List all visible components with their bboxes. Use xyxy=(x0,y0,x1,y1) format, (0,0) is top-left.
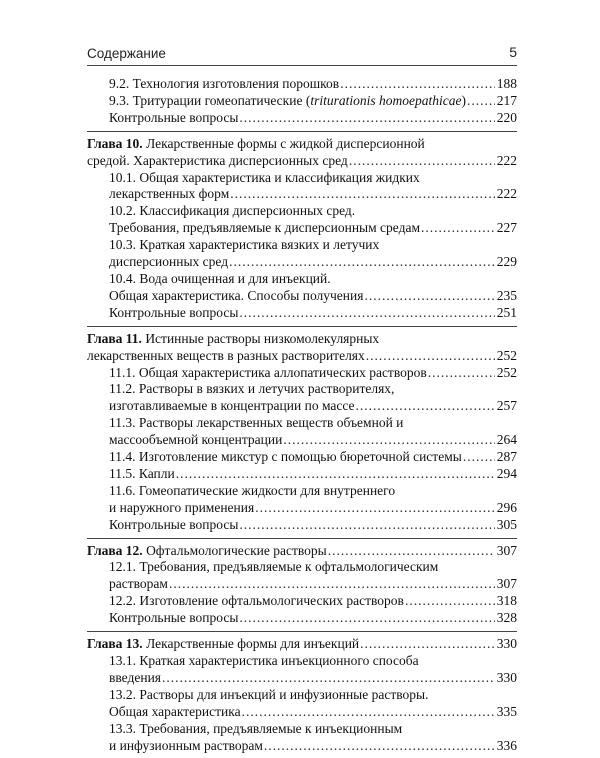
dot-leader xyxy=(359,636,495,653)
toc-entry[interactable] xyxy=(87,93,517,110)
toc-entry-text: 11.1. Общая характеристика аллопатических растворов xyxy=(109,364,427,380)
toc-entry-text: Лекарственные формы с жидкой дисперсионной xyxy=(142,135,425,151)
toc-entry[interactable] xyxy=(87,381,517,415)
toc-entry-text: средой. Характеристика дисперсионных сред xyxy=(87,152,348,168)
toc-entry-line xyxy=(109,305,517,322)
toc-entry[interactable] xyxy=(87,365,517,382)
table-of-contents xyxy=(87,68,517,758)
toc-group xyxy=(87,539,517,633)
toc-page-number: 328 xyxy=(496,610,517,626)
chapter-label: Глава 11. xyxy=(87,330,142,346)
dot-leader xyxy=(229,186,495,203)
running-head xyxy=(87,44,517,64)
toc-entry-text: 9.2. Технология изготовления порошков xyxy=(109,76,340,91)
toc-entry-line xyxy=(109,670,517,687)
toc-entry[interactable] xyxy=(87,593,517,610)
toc-entry-text: 11.3. Растворы лекарственных веществ объемной и xyxy=(109,415,404,431)
dot-leader xyxy=(241,704,495,721)
toc-entry-line xyxy=(109,593,517,610)
toc-entry[interactable] xyxy=(87,559,517,593)
running-head-title: Содержание xyxy=(87,46,166,61)
toc-entry-text: Контрольные вопросы xyxy=(109,109,239,125)
toc-entry-line xyxy=(109,93,517,110)
toc-entry-text: дисперсионных сред xyxy=(109,254,229,270)
toc-entry-text: Истинные растворы низкомолекулярных xyxy=(141,330,380,346)
dot-leader xyxy=(228,254,495,271)
toc-entry-line xyxy=(109,610,517,627)
toc-entry[interactable] xyxy=(87,110,517,127)
chapter-label: Глава 12. xyxy=(87,542,143,558)
toc-entry-line xyxy=(109,449,517,466)
toc-entry-line xyxy=(109,500,517,517)
toc-entry-line xyxy=(87,136,517,153)
toc-entry-text: 13.2. Растворы для инъекций и инфузионные растворы. xyxy=(109,686,429,702)
toc-entry[interactable] xyxy=(87,170,517,204)
toc-entry[interactable] xyxy=(87,203,517,237)
toc-entry-text: 12.1. Требования, предъявляемые к офтальмологическим xyxy=(109,559,439,575)
toc-page-number: 264 xyxy=(496,432,517,448)
dot-leader xyxy=(462,449,495,466)
dot-leader xyxy=(327,543,495,560)
dot-leader xyxy=(238,517,494,534)
toc-page-number: 307 xyxy=(496,576,517,592)
toc-entry-text: Общая характеристика. Способы получения xyxy=(109,287,364,303)
toc-group xyxy=(87,132,517,327)
toc-entry-line xyxy=(109,432,517,449)
toc-group xyxy=(87,327,517,539)
dot-leader xyxy=(263,738,495,755)
toc-page-number: 307 xyxy=(496,542,517,558)
page-number: 5 xyxy=(509,44,517,60)
toc-entry-text: 13.1. Краткая характеристика инъекционного способа xyxy=(109,653,419,668)
toc-page-number: 330 xyxy=(496,669,517,685)
toc-entry-text: 11.6. Гомеопатические жидкости для внутреннего xyxy=(109,482,396,498)
toc-page-number: 287 xyxy=(496,449,517,465)
toc-entry-line xyxy=(87,543,517,560)
toc-entry-line xyxy=(87,153,517,170)
dot-leader xyxy=(404,593,495,610)
toc-entry[interactable] xyxy=(87,466,517,483)
toc-group xyxy=(87,632,517,758)
toc-entry-text: Контрольные вопросы xyxy=(109,610,239,626)
toc-entry-text: 9.3. Тритурации гомеопатические ( xyxy=(109,92,311,108)
dot-leader xyxy=(355,398,495,415)
toc-entry-line xyxy=(109,76,517,93)
toc-entry-line xyxy=(109,398,517,415)
dot-leader xyxy=(282,432,494,449)
chapter-label: Глава 10. xyxy=(87,135,143,151)
toc-entry[interactable] xyxy=(87,237,517,271)
dot-leader xyxy=(365,348,495,365)
toc-page-number: 318 xyxy=(496,593,517,609)
toc-chapter-entry[interactable] xyxy=(87,636,517,653)
toc-entry-line xyxy=(109,288,517,305)
toc-entry-text: изготавливаемые в концентрации по массе xyxy=(109,398,355,414)
toc-entry-line xyxy=(109,466,517,483)
toc-entry-text: лекарственных веществ в разных растворителях xyxy=(87,347,365,363)
toc-entry-line xyxy=(109,576,517,593)
toc-entry-text: 10.1. Общая характеристика и классификация жидких xyxy=(109,169,420,185)
dot-leader xyxy=(161,670,495,687)
dot-leader xyxy=(363,288,494,305)
toc-entry-text: 12.2. Изготовление офтальмологических растворов xyxy=(109,593,404,609)
toc-page-number: 305 xyxy=(496,516,517,532)
toc-entry[interactable] xyxy=(87,517,517,534)
toc-entry[interactable] xyxy=(87,449,517,466)
dot-leader xyxy=(339,76,495,93)
toc-entry-text: ) xyxy=(461,92,466,108)
dot-leader xyxy=(420,220,495,237)
toc-page-number: 335 xyxy=(496,703,517,719)
toc-entry-text xyxy=(87,543,327,560)
toc-entry-text: Офтальмологические растворы xyxy=(142,542,327,558)
toc-page-number: 222 xyxy=(496,152,517,168)
toc-entry-text xyxy=(87,636,359,653)
toc-page-number: 220 xyxy=(496,109,517,125)
toc-entry[interactable] xyxy=(87,415,517,449)
toc-entry-text: Лекарственные формы для инъекций xyxy=(142,636,360,652)
toc-entry[interactable] xyxy=(87,483,517,517)
toc-entry-text: Контрольные вопросы xyxy=(109,516,239,532)
toc-entry-text: 11.2. Растворы в вязких и летучих растворителях, xyxy=(109,381,395,397)
toc-entry-text: и наружного применения xyxy=(109,499,255,515)
toc-page-number: 235 xyxy=(496,287,517,303)
toc-page-number: 252 xyxy=(496,364,517,380)
toc-entry-text: и инфузионным растворам xyxy=(109,737,263,753)
toc-entry-line xyxy=(109,365,517,382)
toc-entry-text xyxy=(109,93,466,110)
dot-leader xyxy=(427,365,495,382)
toc-page-number: 251 xyxy=(496,304,517,320)
toc-entry-line xyxy=(109,704,517,721)
toc-entry-line xyxy=(109,254,517,271)
toc-entry-text: Общая характеристика xyxy=(109,703,241,719)
header-rule xyxy=(87,65,517,66)
toc-entry-line xyxy=(109,186,517,203)
toc-page-number: 330 xyxy=(496,636,517,652)
toc-entry[interactable] xyxy=(87,610,517,627)
toc-page-number: 252 xyxy=(496,347,517,363)
toc-entry-text: лекарственных форм xyxy=(109,186,230,202)
toc-entry-line xyxy=(87,348,517,365)
toc-entry[interactable] xyxy=(87,721,517,755)
dot-leader xyxy=(238,305,494,322)
toc-entry-text: 13.3. Требования, предъявляемые к инъекционным xyxy=(109,720,403,736)
toc-entry-text: 11.4. Изготовление микстур с помощью бюреточной системы xyxy=(109,449,462,465)
toc-page-number: 336 xyxy=(496,737,517,753)
toc-page-number: 217 xyxy=(496,92,517,108)
toc-page-number: 229 xyxy=(496,254,517,270)
toc-entry-text: triturationis homoеpathicae xyxy=(310,92,462,108)
toc-entry-line xyxy=(87,636,517,653)
toc-entry[interactable] xyxy=(87,653,517,687)
toc-page-number: 222 xyxy=(496,186,517,202)
toc-entry-text: 10.3. Краткая характеристика вязких и летучих xyxy=(109,237,380,253)
dot-leader xyxy=(466,93,495,110)
toc-entry-text: Контрольные вопросы xyxy=(109,304,239,320)
toc-entry-text: 10.2. Классификация дисперсионных сред. xyxy=(109,203,356,219)
toc-entry-line xyxy=(109,738,517,755)
dot-leader xyxy=(348,153,495,170)
toc-page-number: 294 xyxy=(496,465,517,481)
dot-leader xyxy=(254,500,495,517)
toc-entry[interactable] xyxy=(87,305,517,322)
dot-leader xyxy=(238,110,494,127)
toc-entry-text: Требования, предъявляемые к дисперсионным средам xyxy=(109,220,421,236)
toc-entry-text: массообъемной концентрации xyxy=(109,432,283,448)
dot-leader xyxy=(238,610,494,627)
toc-page-number: 296 xyxy=(496,499,517,515)
toc-entry-line xyxy=(109,110,517,127)
toc-entry-line xyxy=(87,331,517,348)
dot-leader xyxy=(175,466,495,483)
toc-chapter-entry[interactable] xyxy=(87,136,517,170)
toc-chapter-entry[interactable] xyxy=(87,331,517,365)
toc-entry[interactable] xyxy=(87,271,517,305)
toc-entry[interactable] xyxy=(87,687,517,721)
toc-entry-text: растворам xyxy=(109,576,168,592)
toc-entry-text: 10.4. Вода очищенная и для инъекций. xyxy=(109,270,331,286)
toc-page-number: 257 xyxy=(496,398,517,414)
chapter-label: Глава 13. xyxy=(87,636,143,652)
toc-chapter-entry[interactable] xyxy=(87,543,517,560)
toc-entry-text: 11.5. Капли xyxy=(109,465,175,481)
toc-entry-line xyxy=(109,220,517,237)
toc-group xyxy=(87,68,517,132)
toc-entry[interactable] xyxy=(87,76,517,93)
toc-page-number: 188 xyxy=(496,76,517,91)
toc-page-number: 227 xyxy=(496,220,517,236)
dot-leader xyxy=(168,576,495,593)
toc-entry-text: введения xyxy=(109,669,162,685)
toc-entry-line xyxy=(109,517,517,534)
